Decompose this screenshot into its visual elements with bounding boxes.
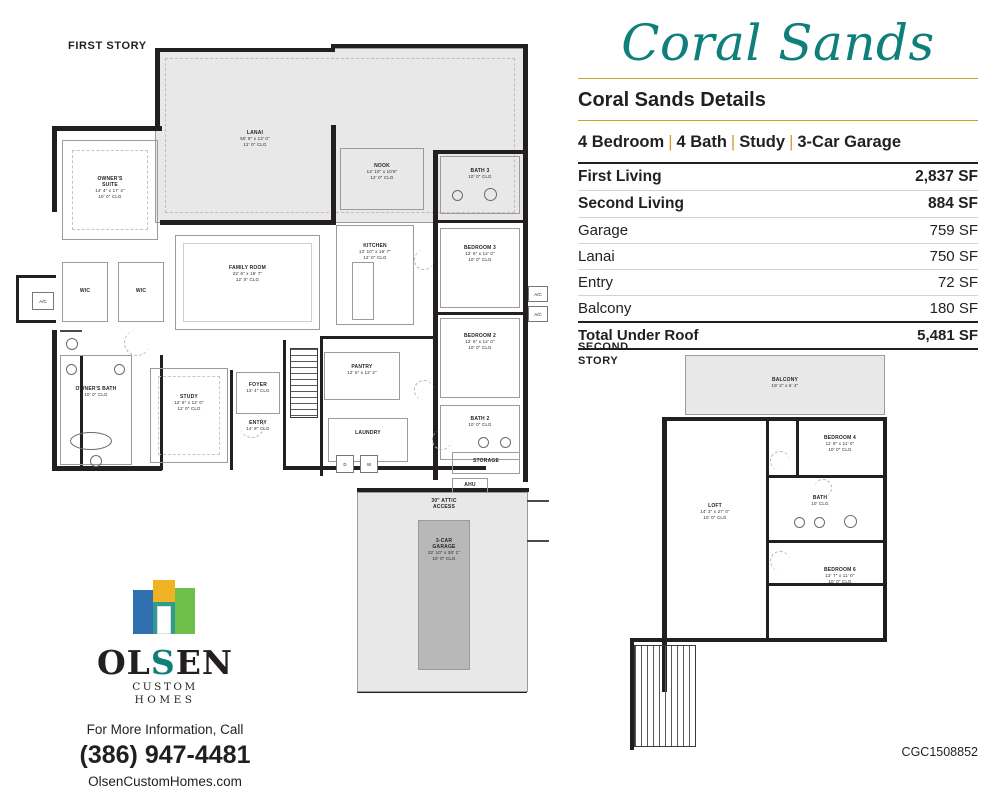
label-ahu: AHU bbox=[464, 482, 476, 488]
label-bedroom-3: BEDROOM 3 12' 5" x 12' 0" 10' 0" CLG bbox=[463, 245, 497, 262]
wall bbox=[283, 340, 286, 470]
label-balcony: BALCONY 19' 2" x 6' 4" bbox=[771, 377, 799, 389]
specs-line bbox=[578, 133, 978, 152]
area-value: 180 SF bbox=[841, 296, 978, 323]
family-tray bbox=[183, 243, 312, 322]
wall bbox=[766, 475, 886, 478]
sink-icon bbox=[114, 364, 125, 375]
washer: W bbox=[360, 455, 378, 473]
toilet-icon bbox=[66, 338, 78, 350]
toilet-icon bbox=[844, 515, 857, 528]
study-tray bbox=[158, 376, 220, 455]
room-bedroom-2 bbox=[440, 318, 520, 398]
table-row-total bbox=[578, 322, 978, 349]
spec-garage: 3-Car Garage bbox=[797, 133, 901, 151]
table-row bbox=[578, 218, 978, 244]
wall bbox=[527, 500, 549, 502]
label-lanai: LANAI 50' 8" x 13' 0" 12' 0" CLG bbox=[240, 130, 270, 147]
wall bbox=[662, 417, 887, 421]
areas-table bbox=[578, 162, 978, 350]
wall bbox=[766, 540, 886, 543]
spec-study: Study bbox=[739, 133, 786, 151]
label-foyer: FOYER 13' 4" CLG bbox=[246, 382, 270, 394]
wall bbox=[60, 330, 82, 332]
wall bbox=[320, 336, 435, 339]
room-pantry bbox=[324, 352, 400, 400]
spec-separator: | bbox=[730, 133, 736, 151]
table-row bbox=[578, 191, 978, 218]
wall bbox=[433, 220, 528, 223]
label-study: STUDY 12' 6" x 12' 0" 12' 0" CLG bbox=[174, 394, 204, 411]
door-swing bbox=[770, 551, 790, 571]
logo-block bbox=[153, 580, 175, 602]
door-swing bbox=[414, 380, 434, 400]
details-heading: Coral Sands Details bbox=[578, 89, 766, 111]
first-story-label: FIRST STORY bbox=[68, 40, 147, 52]
spec-bath: 4 Bath bbox=[676, 133, 727, 151]
ac-pad-right-2: A/C bbox=[528, 306, 548, 322]
wall bbox=[796, 417, 799, 475]
wall bbox=[523, 44, 528, 224]
license-number: CGC1508852 bbox=[901, 745, 978, 759]
table-row bbox=[578, 163, 978, 191]
logo-word-s: S bbox=[150, 643, 176, 682]
area-value: 750 SF bbox=[841, 244, 978, 270]
table-row bbox=[578, 244, 978, 270]
wall bbox=[16, 320, 56, 323]
label-storage: STORAGE bbox=[472, 458, 500, 464]
toilet-icon bbox=[484, 188, 497, 201]
wall bbox=[523, 222, 528, 482]
wall bbox=[883, 417, 887, 642]
dryer: D bbox=[336, 455, 354, 473]
door-swing bbox=[814, 479, 832, 497]
area-value: 2,837 SF bbox=[841, 163, 978, 191]
wall bbox=[331, 125, 336, 225]
ac-pad-right-1: A/C bbox=[528, 286, 548, 302]
label-bedroom-4: BEDROOM 4 11' 9" x 11' 0" 10' 0" CLG bbox=[823, 435, 857, 452]
label-attic-access: 30" ATTIC ACCESS bbox=[431, 498, 457, 511]
bathtub bbox=[70, 432, 112, 450]
table-row bbox=[578, 296, 978, 323]
website-link[interactable]: OlsenCustomHomes.com bbox=[88, 774, 242, 789]
divider-gold bbox=[578, 120, 978, 121]
wall bbox=[433, 312, 528, 315]
wall bbox=[52, 466, 162, 471]
label-wic-2: WIC bbox=[135, 288, 147, 294]
second-story-plan bbox=[600, 355, 990, 755]
second-story-label-line2: STORY bbox=[578, 355, 619, 368]
label-garage: 3-CAR GARAGE 22' 10" x 30' 1" 10' 0" CLG bbox=[427, 538, 461, 561]
room-bath-3 bbox=[440, 156, 520, 214]
room-loft bbox=[670, 455, 760, 595]
door-swing bbox=[240, 414, 264, 438]
label-kitchen: KITCHEN 13' 10" x 16' 7" 12' 0" CLG bbox=[358, 243, 392, 260]
label-family-room: FAMILY ROOM 22' 6" x 16' 7" 12' 0" CLG bbox=[229, 265, 266, 282]
footer bbox=[40, 580, 290, 789]
area-label: First Living bbox=[578, 163, 841, 191]
door-swing bbox=[432, 430, 452, 450]
area-label: Second Living bbox=[578, 191, 841, 218]
label-wic-1: WIC bbox=[79, 288, 91, 294]
label-nook: NOOK 13' 10" x 10'6" 12' 0" CLG bbox=[366, 163, 398, 180]
logo-wordmark bbox=[40, 643, 290, 682]
wall bbox=[320, 336, 323, 476]
door-swing bbox=[414, 250, 434, 270]
label-pantry: PANTRY 12' 5" x 12' 2" bbox=[347, 364, 377, 376]
label-bedroom-2: BEDROOM 2 12' 5" x 12' 0" 10' 0" CLG bbox=[463, 333, 497, 350]
wall bbox=[16, 275, 19, 323]
wall bbox=[331, 44, 527, 48]
sink-icon bbox=[794, 517, 805, 528]
divider-gold bbox=[578, 78, 978, 79]
wall bbox=[155, 48, 160, 128]
sink-icon bbox=[814, 517, 825, 528]
logo-block bbox=[175, 588, 195, 634]
room-bedroom-3 bbox=[440, 228, 520, 308]
label-bath-upstairs: BATH 10' CLG bbox=[811, 495, 829, 507]
phone-number[interactable]: (386) 947-4481 bbox=[79, 741, 251, 769]
wall bbox=[527, 540, 549, 542]
label-loft: LOFT 14' 3" x 27' 0" 10' 0" CLG bbox=[700, 503, 730, 520]
second-story-label-line1: SECOND bbox=[578, 341, 629, 353]
wall bbox=[766, 417, 769, 642]
brand-title: Coral Sands bbox=[621, 14, 935, 72]
wall bbox=[52, 126, 57, 212]
call-prompt: For More Information, Call bbox=[86, 722, 244, 737]
area-label: Balcony bbox=[578, 296, 841, 323]
logo-subtitle-custom: CUSTOM bbox=[132, 681, 198, 693]
table-row bbox=[578, 270, 978, 296]
logo-door bbox=[157, 606, 171, 634]
sink-icon bbox=[452, 190, 463, 201]
room-kitchen bbox=[336, 225, 414, 325]
stairs bbox=[290, 348, 318, 418]
logo-word-en: EN bbox=[175, 643, 234, 682]
logo-word-ol: OL bbox=[96, 643, 151, 682]
logo-block bbox=[133, 590, 153, 634]
area-value: 884 SF bbox=[841, 191, 978, 218]
sink-icon bbox=[500, 437, 511, 448]
area-label: Garage bbox=[578, 218, 841, 244]
area-value: 5,481 SF bbox=[841, 322, 978, 349]
wall bbox=[662, 638, 887, 642]
toilet-icon bbox=[90, 455, 102, 467]
area-value: 72 SF bbox=[841, 270, 978, 296]
wall bbox=[16, 275, 56, 278]
wall bbox=[160, 220, 335, 225]
exterior-stairs bbox=[634, 645, 696, 747]
door-swing bbox=[124, 330, 150, 356]
area-value: 759 SF bbox=[841, 218, 978, 244]
spec-separator: | bbox=[668, 133, 673, 151]
wall bbox=[433, 150, 528, 154]
olsen-logo-icon bbox=[129, 580, 201, 642]
label-bedroom-6: BEDROOM 6 13' 7" x 11' 0" 10' 0" CLG bbox=[823, 567, 857, 584]
label-laundry: LAUNDRY bbox=[355, 430, 381, 436]
wall bbox=[52, 330, 57, 470]
logo-subtitle-homes: HOMES bbox=[134, 694, 196, 706]
wall bbox=[155, 48, 335, 52]
sink-icon bbox=[478, 437, 489, 448]
label-bath-3: BATH 3 10' 0" CLG bbox=[468, 168, 492, 180]
area-label: Lanai bbox=[578, 244, 841, 270]
area-label: Total Under Roof bbox=[578, 322, 841, 349]
wall bbox=[630, 638, 666, 642]
label-entry: ENTRY 14' 8" CLG bbox=[246, 420, 270, 432]
spec-bedroom: 4 Bedroom bbox=[578, 133, 665, 151]
label-owners-bath: OWNER'S BATH 10' 0" CLG bbox=[75, 386, 117, 398]
door-swing bbox=[770, 451, 790, 471]
ac-pad-left: A/C bbox=[32, 292, 54, 310]
area-label: Entry bbox=[578, 270, 841, 296]
info-panel bbox=[578, 0, 978, 350]
wall bbox=[52, 126, 162, 131]
label-bath-2: BATH 2 10' 0" CLG bbox=[468, 416, 492, 428]
kitchen-island bbox=[352, 262, 374, 320]
sink-icon bbox=[66, 364, 77, 375]
spec-separator: | bbox=[789, 133, 794, 151]
label-owners-suite: OWNER'S SUITE 14' 4" x 17' 4" 10' 0" CLG bbox=[95, 176, 125, 199]
